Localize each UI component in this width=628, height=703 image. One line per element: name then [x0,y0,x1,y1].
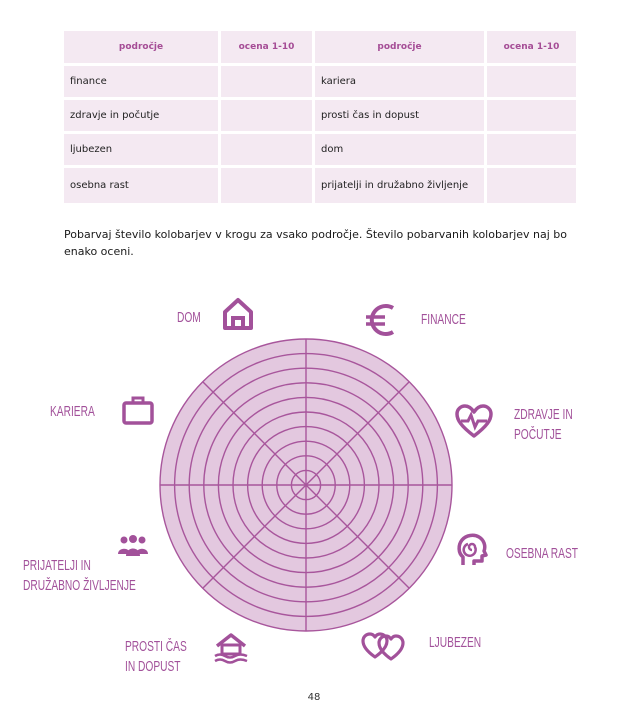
header-area-2: področje [315,31,484,63]
header-score-2: ocena 1-10 [487,31,576,63]
row-score-kariera[interactable] [487,66,576,97]
header-score-1: ocena 1-10 [221,31,312,63]
label-prosti-line2: IN DOPUST [125,658,181,675]
label-dom: DOM [177,309,201,326]
page-number: 48 [307,692,321,703]
label-prijatelji-line2: DRUŽABNO ŽIVLJENJE [23,577,136,594]
euro-icon [363,302,399,338]
heartbeat-icon [455,404,493,440]
row-area-finance: finance [64,66,218,97]
life-wheel[interactable] [158,337,454,633]
row-area-kariera: kariera [315,66,484,97]
row-area-prosti-cas: prosti čas in dopust [315,100,484,131]
label-prijatelji-line1: PRIJATELJI IN [23,557,91,574]
two-hearts-icon [361,630,405,662]
row-area-osebna-rast: osebna rast [64,168,218,203]
header-area-1: področje [64,31,218,63]
label-prosti-line1: PROSTI ČAS [125,638,187,655]
head-growth-icon [455,532,489,568]
label-osebna-rast: OSEBNA RAST [506,545,578,562]
label-zdravje-line1: ZDRAVJE IN [514,406,573,423]
label-zdravje-line2: POČUTJE [514,426,562,443]
label-finance: FINANCE [421,311,466,328]
instructions-text: Pobarvaj število kolobarjev v krogu za vsako področje. Število pobarvanih kolobarjev naj bo enako oceni. [64,228,568,258]
label-ljubezen: LJUBEZEN [429,634,482,651]
house-icon [220,296,256,332]
vacation-house-icon [212,632,250,664]
group-people-icon [117,534,149,558]
row-score-prosti-cas[interactable] [487,100,576,131]
row-score-dom[interactable] [487,134,576,165]
row-area-dom: dom [315,134,484,165]
evaluation-table [64,31,576,203]
briefcase-icon [121,394,155,426]
row-score-finance[interactable] [221,66,312,97]
row-score-ljubezen[interactable] [221,134,312,165]
row-score-zdravje[interactable] [221,100,312,131]
row-area-prijatelji: prijatelji in družabno življenje [315,168,484,203]
row-score-prijatelji[interactable] [487,168,576,203]
row-score-osebna-rast[interactable] [221,168,312,203]
row-area-zdravje: zdravje in počutje [64,100,218,131]
label-kariera: KARIERA [50,403,95,420]
row-area-ljubezen: ljubezen [64,134,218,165]
